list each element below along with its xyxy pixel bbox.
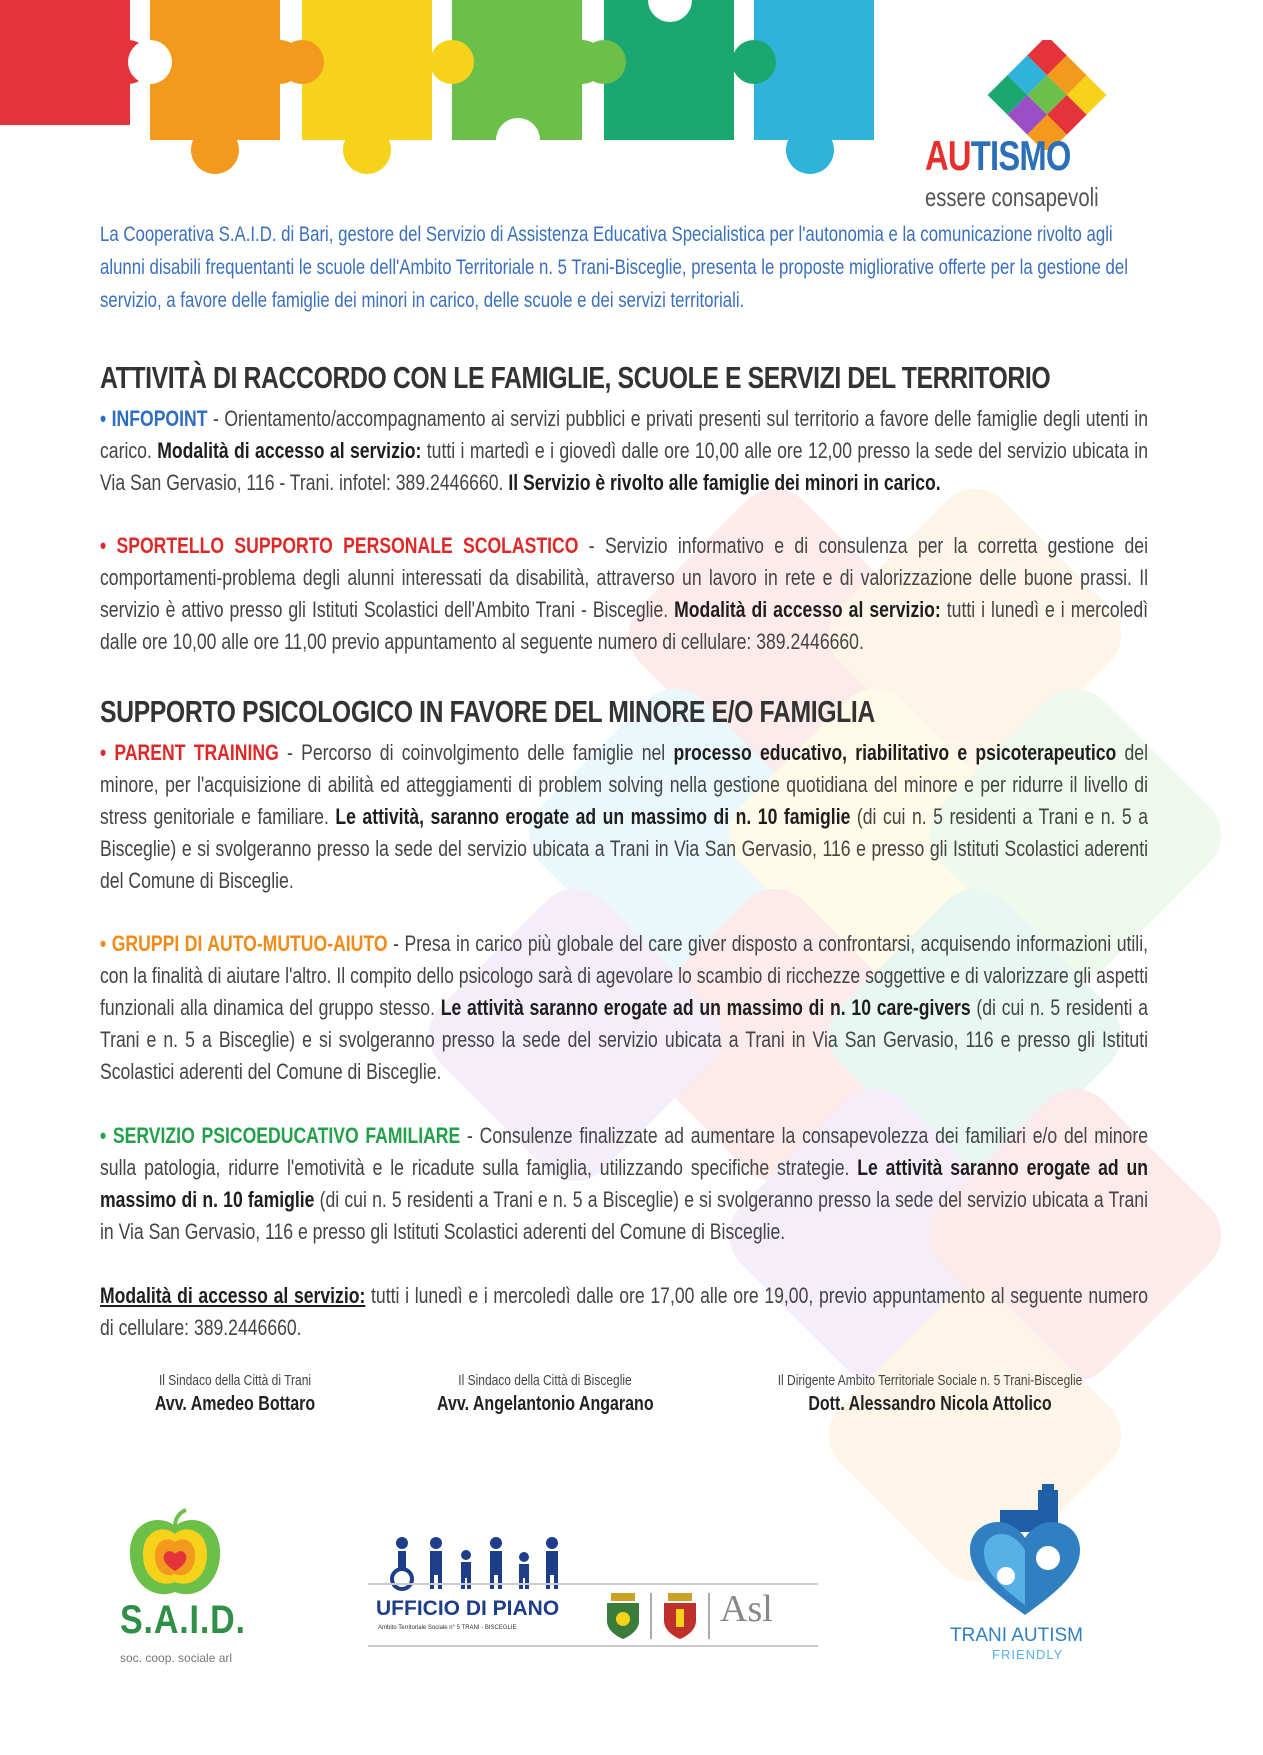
said-logo — [120, 1508, 246, 1668]
puzzle-piece-green — [430, 0, 604, 162]
trani-autism-subtitle: FRIENDLY — [992, 1647, 1064, 1662]
puzzle-piece-orange — [128, 0, 302, 174]
sportello-paragraph: • SPORTELLO SUPPORTO PERSONALE SCOLASTICO - Servizio informativo e di consulenza per la corretta gestione dei comportamenti-problema degli alunni interessati da disabilità, attraverso un lavoro in rete e di valorizzazione delle buone prassi. Il servizio è attivo presso gli Istituti Scolastici dell'Ambito Trani - Bisceglie. Modalità di accesso al servizio: tutti i lunedì e i mercoledì dalle ore 10,00 alle ore 11,00 previo appuntamento al seguente numero di cellulare: 389.2446660. — [100, 533, 1148, 654]
signature-name: Dott. Alessandro Nicola Attolico — [808, 1393, 1052, 1415]
psicoeducativo-paragraph: • SERVIZIO PSICOEDUCATIVO FAMILIARE - Consulenze finalizzate ad aumentare la consapevolezza dei familiari e/o del minore sulla patologia, ridurre l'emotività e le ricadute sulla famiglia, utilizzando specifiche strategie. Le attività saranno erogate ad un massimo di n. 10 famiglie (di cui n. 5 residenti a Trani e n. 5 a Bisceglie) e si svolgeranno presso la sede del servizio ubicata a Trani in Via San Gervasio, 116 e presso gli Istituti Scolastici aderenti del Comune di Bisceglie. — [100, 1123, 1148, 1244]
signature-role: Il Sindaco della Città di Bisceglie — [458, 1372, 632, 1389]
said-subtitle: soc. coop. sociale arl — [120, 1651, 233, 1665]
divider — [650, 1593, 652, 1639]
said-name: S.A.I.D. — [120, 1598, 246, 1642]
divider — [368, 1583, 818, 1585]
parent-training-paragraph: • PARENT TRAINING - Percorso di coinvolgimento delle famiglie nel processo educativo, riabilitativo e psicoterapeutico del minore, per l'acquisizione di abilità ed atteggiamenti di problem solving nella gestione quotidiana del minore e per ridurre il livello di stress genitoriale e familiare. Le attività, saranno erogate ad un massimo di n. 10 famiglie (di cui n. 5 residenti a Trani e n. 5 a Bisceglie) e si svolgeranno presso la sede del servizio ubicata a Trani in Via San Gervasio, 116 e presso gli Istituti Scolastici aderenti del Comune di Bisceglie. — [100, 740, 1148, 893]
infopoint-paragraph: • INFOPOINT - Orientamento/accompagnamento ai servizi pubblici e privati presenti sul territorio a favore delle famiglie degli utenti in carico. Modalità di accesso al servizio: tutti i martedì e i giovedì dalle ore 10,00 alle ore 12,00 presso la sede del servizio ubicata in Via San Gervasio, 116 - Trani. infotel: 389.2446660. Il Servizio è rivolto alle famiglie dei minori in carico. — [100, 406, 1149, 495]
signature-dirigente — [730, 1372, 1130, 1416]
gruppi-paragraph: • GRUPPI DI AUTO-MUTUO-AIUTO - Presa in carico più globale del care giver disposto a confrontarsi, acquisendo informazioni utili, con la finalità di aiutare l'altro. Il compito dello psicologo sarà di agevolare lo scambio di ricchezze soggettive e di valorizzare gli aspetti funzionali alla dinamica del gruppo stesso. Le attività saranno erogate ad un massimo di n. 10 care-givers (di cui n. 5 residenti a Trani e n. 5 a Bisceglie) e si svolgeranno presso la sede del servizio ubicata a Trani in Via San Gervasio, 116 e presso gli Istituti Scolastici aderenti del Comune di Bisceglie. — [100, 931, 1148, 1084]
section-title-supporto: SUPPORTO PSICOLOGICO IN FAVORE DEL MINORE E/O FAMIGLIA — [100, 694, 875, 729]
section-title-raccordo: ATTIVITÀ DI RACCORDO CON LE FAMIGLIE, SCUOLE E SERVIZI DEL TERRITORIO — [100, 360, 1051, 395]
ufficio-di-piano-subtitle: Ambito Territoriale Sociale n° 5 TRANI - BISCEGLIE — [378, 1625, 517, 1631]
access-label: Modalità di accesso al servizio: — [100, 1283, 366, 1308]
signature-role: Il Sindaco della Città di Trani — [158, 1372, 312, 1389]
signature-trani — [120, 1372, 350, 1416]
asl-logo-text: Asl — [720, 1588, 773, 1630]
access-paragraph: Modalità di accesso al servizio: tutti i lunedì e i mercoledì dalle ore 17,00 alle ore 19,00, previo appuntamento al seguente numero di cellulare: 389.2446660. — [100, 1283, 1149, 1340]
coat-of-arms-bisceglie-icon — [660, 1591, 700, 1641]
intro-paragraph: La Cooperativa S.A.I.D. di Bari, gestore del Servizio di Assistenza Educativa Specialistica per l'autonomia e la comunicazione rivolto agli alunni disabili frequentanti le scuole dell'Ambito Territoriale n. 5 Trani-Bisceglie, presenta le proposte migliorative offerte per la gestione del servizio, a favore delle famiglie dei minori in carico, delle scuole e dei servizi territoriali. — [100, 223, 1128, 312]
parent-training-label: • PARENT TRAINING — [100, 740, 279, 765]
autismo-subtitle: essere consapevoli — [925, 182, 1099, 212]
sportello-label: • SPORTELLO SUPPORTO PERSONALE SCOLASTICO — [100, 533, 579, 558]
psicoeducativo-label: • SERVIZIO PSICOEDUCATIVO FAMILIARE — [100, 1123, 461, 1148]
puzzle-piece-yellow — [280, 0, 432, 174]
trani-heart-puzzle-icon — [950, 1480, 1100, 1625]
divider — [708, 1593, 710, 1639]
header-puzzle-banner — [0, 0, 880, 200]
signature-name: Avv. Angelantonio Angarano — [437, 1393, 654, 1415]
gruppi-label: • GRUPPI DI AUTO-MUTUO-AIUTO — [100, 931, 388, 956]
signature-role: Il Dirigente Ambito Territoriale Sociale n. 5 Trani-Bisceglie — [777, 1372, 1083, 1389]
trani-autism-title: TRANI AUTISM — [950, 1625, 1084, 1646]
coat-of-arms-trani-icon — [603, 1591, 643, 1641]
autismo-wordmark: AUTISMO — [925, 132, 1071, 179]
puzzle-piece-blue — [732, 0, 874, 174]
autismo-logo — [925, 40, 1165, 210]
apple-icon — [120, 1508, 230, 1603]
trani-autism-friendly-logo — [950, 1480, 1100, 1670]
ufficio-di-piano-logo — [368, 1535, 818, 1655]
ufficio-di-piano-title: UFFICIO DI PIANO — [376, 1597, 560, 1620]
puzzle-piece-teal — [582, 0, 734, 140]
infopoint-label: • INFOPOINT — [100, 406, 208, 431]
divider — [368, 1645, 818, 1647]
puzzle-piece-red — [0, 0, 150, 125]
signature-name: Avv. Amedeo Bottaro — [154, 1393, 316, 1415]
signature-bisceglie — [410, 1372, 680, 1416]
